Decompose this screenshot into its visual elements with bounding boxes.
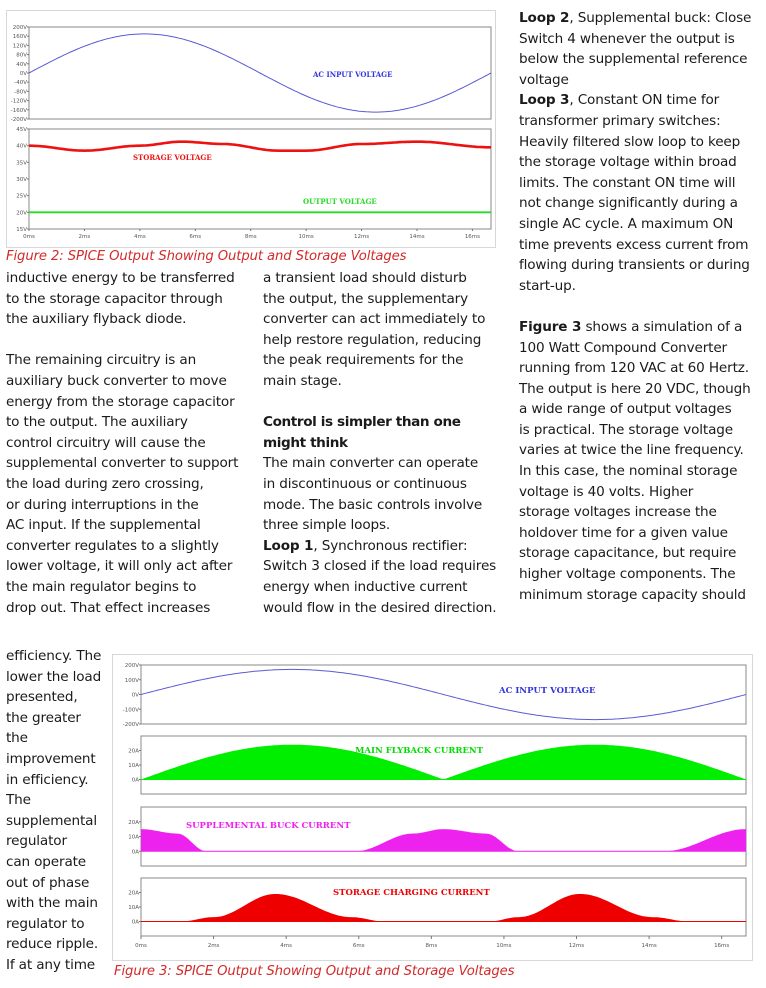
x-tick-label: 12ms xyxy=(353,234,370,240)
text-line: 100 Watt Compound Converter xyxy=(519,339,727,356)
text-line: Heavily filtered slow loop to keep xyxy=(519,133,741,150)
y-tick-label: 80V xyxy=(16,52,27,59)
text-line: storage capacitance, but require xyxy=(519,545,737,562)
output-voltage-label: OUTPUT VOLTAGE xyxy=(303,197,377,206)
x-tick-label: 6ms xyxy=(352,943,365,949)
text-line: supplemental converter to support xyxy=(6,455,239,472)
text-line: a wide range of output voltages xyxy=(519,401,732,418)
text-line: time prevents excess current from xyxy=(519,236,749,253)
text-line: higher voltage components. The xyxy=(519,566,736,583)
y-tick-label: 160V xyxy=(12,34,27,41)
middle-paragraph-2 xyxy=(263,453,508,535)
text-line: can operate xyxy=(6,853,87,870)
text-line: In this case, the nominal storage xyxy=(519,463,738,480)
supplemental-buck-current-area xyxy=(141,829,746,851)
x-tick-label: 16ms xyxy=(464,234,481,240)
figure-2-chart xyxy=(7,11,497,249)
x-tick-label: 0ms xyxy=(23,234,35,240)
x-tick-label: 6ms xyxy=(189,234,202,240)
supplemental-buck-current-label: SUPPLEMENTAL BUCK CURRENT xyxy=(186,821,351,831)
text-line: three simple loops. xyxy=(263,517,391,534)
x-tick-label: 4ms xyxy=(280,943,293,949)
text-line: would flow in the desired direction. xyxy=(263,599,497,616)
text-line: lower the load xyxy=(6,668,102,685)
text-line: Switch 3 closed if the load requires xyxy=(263,558,497,575)
text-line: transformer primary switches: xyxy=(519,112,721,129)
y-tick-label: 200V xyxy=(124,663,139,669)
text-line: The remaining circuitry is an xyxy=(6,352,197,369)
loop-1-first-line: , Synchronous rectifier: xyxy=(313,537,468,554)
x-tick-label: 16ms xyxy=(714,943,730,949)
y-tick-label: -160V xyxy=(10,107,27,114)
text-line: limits. The constant ON time will xyxy=(519,174,736,191)
y-tick-label: 35V xyxy=(16,160,27,167)
figure-2-caption: Figure 2: SPICE Output Showing Output and Storage Voltages xyxy=(6,249,407,264)
y-tick-label: 100V xyxy=(124,677,139,684)
figure-3-caption-text: : SPICE Output Showing Output and Storage Voltages xyxy=(167,964,515,979)
text-line: mode. The basic controls involve xyxy=(263,496,483,513)
text-line: drop out. That effect increases xyxy=(6,599,211,616)
text-line: energy from the storage capacitor xyxy=(6,393,235,410)
ac-input-voltage-label: AC INPUT VOLTAGE xyxy=(313,70,393,79)
y-tick-label: -80V xyxy=(14,89,27,96)
loop-2-first-line: , Supplemental buck: Close xyxy=(569,10,752,26)
figure-3-caption xyxy=(114,964,514,979)
ac-input-voltage-line xyxy=(29,34,491,112)
loop-2-label: Loop 2 xyxy=(519,10,570,26)
y-tick-label: -40V xyxy=(14,80,27,87)
x-tick-label: 2ms xyxy=(207,943,220,949)
y-tick-label: -120V xyxy=(10,98,27,105)
y-tick-label: -200V xyxy=(122,722,139,728)
heading-line: might think xyxy=(263,434,348,451)
loop-1-paragraph xyxy=(263,536,508,618)
text-line: the main regulator begins to xyxy=(6,578,197,595)
text-line: converter can act immediately to xyxy=(263,311,486,328)
y-tick-label: 0A xyxy=(131,849,139,856)
text-line: main stage. xyxy=(263,372,342,389)
storage-voltage-label: STORAGE VOLTAGE xyxy=(133,153,212,162)
text-line: to the storage capacitor through xyxy=(6,290,223,307)
text-line: in efficiency. xyxy=(6,771,89,788)
text-line: the xyxy=(6,730,28,747)
y-tick-label: 25V xyxy=(16,193,27,200)
text-line: The xyxy=(6,792,31,809)
text-line: single AC cycle. A maximum ON xyxy=(519,215,734,232)
text-line: the greater xyxy=(6,709,81,726)
text-line: the output, the supplementary xyxy=(263,290,468,307)
text-line: start-up. xyxy=(519,277,576,294)
text-line: The output is here 20 VDC, though xyxy=(519,380,751,397)
heading-line: Control is simpler than one xyxy=(263,414,461,431)
text-line: the auxiliary flyback diode. xyxy=(6,311,187,328)
text-line: regulator to xyxy=(6,915,85,932)
y-tick-label: 0V xyxy=(19,71,27,77)
text-line: supplemental xyxy=(6,812,97,829)
x-tick-label: 14ms xyxy=(409,234,425,240)
text-line: holdover time for a given value xyxy=(519,524,728,541)
y-tick-label: 10A xyxy=(128,905,139,911)
main-flyback-current-label: MAIN FLYBACK CURRENT xyxy=(355,746,484,756)
y-tick-label: 10A xyxy=(128,763,139,769)
x-tick-label: 0ms xyxy=(135,943,147,949)
storage-voltage-line xyxy=(29,142,491,151)
text-line: help restore regulation, reducing xyxy=(263,331,482,348)
text-line: The main converter can operate xyxy=(263,455,479,472)
x-tick-label: 10ms xyxy=(298,234,314,240)
middle-column xyxy=(263,268,508,618)
y-tick-label: 20V xyxy=(16,210,27,217)
y-tick-label: -200V xyxy=(10,117,27,123)
x-tick-label: 8ms xyxy=(244,234,257,240)
y-tick-label: 40V xyxy=(16,61,27,68)
figure-3-caption-number: Figure 3 xyxy=(114,964,168,979)
x-tick-label: 4ms xyxy=(133,234,146,240)
x-tick-label: 14ms xyxy=(641,943,657,949)
loop-1-label: Loop 1 xyxy=(263,537,314,554)
text-line: with the main xyxy=(6,895,98,912)
y-tick-label: 40V xyxy=(16,143,27,150)
loop-2-paragraph xyxy=(519,8,766,90)
text-line: is practical. The storage voltage xyxy=(519,421,733,438)
ac-input-voltage-line xyxy=(141,669,746,719)
y-tick-label: -100V xyxy=(122,707,139,714)
y-tick-label: 15V xyxy=(16,227,27,233)
text-line: a transient load should disturb xyxy=(263,270,467,286)
text-line: the load during zero crossing, xyxy=(6,475,204,492)
right-column xyxy=(519,8,766,605)
text-line: to the output. The auxiliary xyxy=(6,414,188,431)
text-line: regulator xyxy=(6,833,67,850)
x-tick-label: 8ms xyxy=(425,943,438,949)
text-line: lower voltage, it will only act after xyxy=(6,558,233,575)
loop-3-label: Loop 3 xyxy=(519,92,570,109)
y-tick-label: 20A xyxy=(128,890,139,897)
y-tick-label: 0A xyxy=(131,777,139,784)
text-line: in discontinuous or continuous xyxy=(263,475,467,492)
section-heading xyxy=(263,412,508,453)
loop-3-first-line: , Constant ON time for xyxy=(569,92,720,109)
figure-2 xyxy=(6,10,496,248)
text-line: auxiliary buck converter to move xyxy=(6,372,227,389)
y-tick-label: 20A xyxy=(128,819,139,826)
text-line: control circuitry will cause the xyxy=(6,434,206,451)
y-tick-label: 20A xyxy=(128,748,139,755)
text-line: energy when inductive current xyxy=(263,578,468,595)
left-narrow-paragraph xyxy=(6,646,108,976)
loop-3-paragraph xyxy=(519,90,766,296)
y-tick-label: 120V xyxy=(12,43,27,50)
figure-3-chart xyxy=(113,655,754,962)
figure-3-paragraph-first-line: shows a simulation of a xyxy=(581,318,743,335)
text-line: Switch 4 whenever the output is xyxy=(519,30,735,47)
left-paragraph-2 xyxy=(6,350,256,618)
panel-frame xyxy=(29,129,491,229)
figure-3-paragraph xyxy=(519,317,766,605)
text-line: the peak requirements for the xyxy=(263,352,464,369)
y-tick-label: 45V xyxy=(16,127,27,133)
storage-charging-current-area xyxy=(141,894,746,922)
text-line: AC input. If the supplemental xyxy=(6,517,201,534)
text-line: If at any time xyxy=(6,956,96,973)
text-line: running from 120 VAC at 60 Hertz. xyxy=(519,360,749,377)
y-tick-label: 200V xyxy=(12,25,27,31)
text-line: below the supplemental reference xyxy=(519,51,748,68)
y-tick-label: 30V xyxy=(16,177,27,183)
text-line: voltage is 40 volts. Higher xyxy=(519,483,694,500)
y-tick-label: 10A xyxy=(128,834,139,841)
left-paragraph-1 xyxy=(6,268,256,330)
text-line: voltage xyxy=(519,71,569,88)
text-line: not change significantly during a xyxy=(519,195,738,212)
text-line: the storage voltage within broad xyxy=(519,154,737,171)
figure-3 xyxy=(112,654,753,961)
text-line: storage voltages increase the xyxy=(519,504,717,521)
text-line: inductive energy to be transferred xyxy=(6,270,235,286)
text-line: converter regulates to a slightly xyxy=(6,537,219,554)
ac-input-voltage-label: AC INPUT VOLTAGE xyxy=(499,686,596,696)
text-line: improvement xyxy=(6,750,96,767)
left-column xyxy=(6,268,256,618)
x-tick-label: 2ms xyxy=(78,234,91,240)
text-line: minimum storage capacity should xyxy=(519,586,746,603)
text-line: varies at twice the line frequency. xyxy=(519,442,744,459)
text-line: efficiency. The xyxy=(6,648,102,664)
text-line: or during interruptions in the xyxy=(6,496,199,513)
text-line: reduce ripple. xyxy=(6,936,99,953)
y-tick-label: 0V xyxy=(131,692,139,699)
text-line: presented, xyxy=(6,689,78,706)
figure-3-ref: Figure 3 xyxy=(519,318,582,335)
x-tick-label: 12ms xyxy=(568,943,585,949)
storage-charging-current-label: STORAGE CHARGING CURRENT xyxy=(333,888,490,898)
panel-frame xyxy=(141,878,746,936)
y-tick-label: 0A xyxy=(131,919,139,926)
text-line: flowing during transients or during xyxy=(519,257,750,274)
text-line: out of phase xyxy=(6,874,90,891)
x-tick-label: 10ms xyxy=(496,943,512,949)
middle-paragraph-1 xyxy=(263,268,508,392)
